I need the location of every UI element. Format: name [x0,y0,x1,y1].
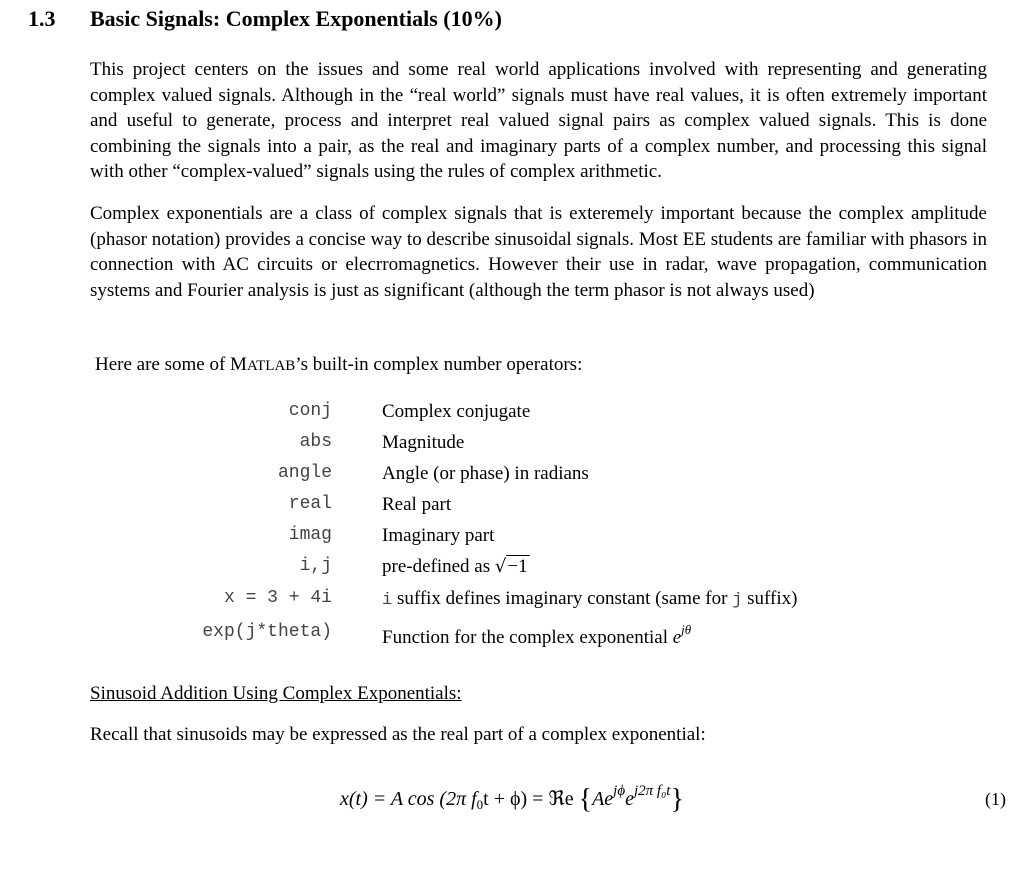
operator-code: i,j [299,556,332,576]
recall-text: Recall that sinusoids may be expressed as the real part of a complex exponential: [90,724,706,745]
equation-number: (1) [985,789,1006,809]
operator-row [0,525,1024,555]
paragraph-intro: This project centers on the issues and some real world applications involved with representing and generating complex valued signals. Although in the “real world” signals must have real values, it is often extremely important and useful to generate, process and interpret real valued signal pairs as complex valued signals. This is done combining the signals into a pair, as the real and imaginary parts of a complex number, and processing this signal with other “complex-valued” signals using the rules of complex arithmetic. [90,59,987,182]
operators-intro: Here are some of MATLAB’s built-in complex number operators: [95,354,583,375]
square-root-symbol: √−1 [494,556,528,577]
operator-description: Angle (or phase) in radians [382,463,589,484]
operator-description: i suffix defines imaginary constant (same for j suffix) [382,588,798,610]
operator-row [0,622,1024,652]
operator-code: abs [299,432,332,452]
operator-description: Complex conjugate [382,401,531,422]
operator-row [0,401,1024,431]
matlab-name: MATLAB [230,354,296,375]
operator-code: imag [288,525,332,545]
operator-code: angle [277,463,332,483]
paragraph-complex-exponentials: Complex exponentials are a class of complex signals that is exteremely important because the complex amplitude (phasor notation) provides a concise way to describe sinusoidal signals. Most EE students are familiar with phasors in connection with AC circuits or elecrromagnetics. However their use in radar, wave propagation, communication systems and Fourier analysis is just as significant (although the term phasor is not always used) [90,203,987,301]
operator-row [0,463,1024,493]
operator-row [0,556,1024,586]
operator-description: Imaginary part [382,525,495,546]
operator-description: Real part [382,494,452,515]
section-number: 1.3 [28,6,56,31]
subheading-sinusoid-addition: Sinusoid Addition Using Complex Exponentials: [90,683,462,704]
section-title: Basic Signals: Complex Exponentials (10%) [90,6,502,31]
operator-code: x = 3 + 4i [223,588,332,608]
operator-row [0,588,1024,618]
operator-code: exp(j*theta) [202,622,332,642]
equation-1: x(t) = A cos (2π $f_0t + \phi$) = ℜe $\{Ae^{j\phi}e^{j2\pi f_0t}\}$ [340,783,684,815]
operator-row [0,494,1024,524]
operator-description: Magnitude [382,432,465,453]
operator-code: real [288,494,332,514]
operator-description: Function for the complex exponential $e^{j\theta}$ [382,622,692,648]
operator-description: pre-defined as √−1 [382,556,528,577]
operator-code: conj [288,401,332,421]
operator-row [0,432,1024,462]
